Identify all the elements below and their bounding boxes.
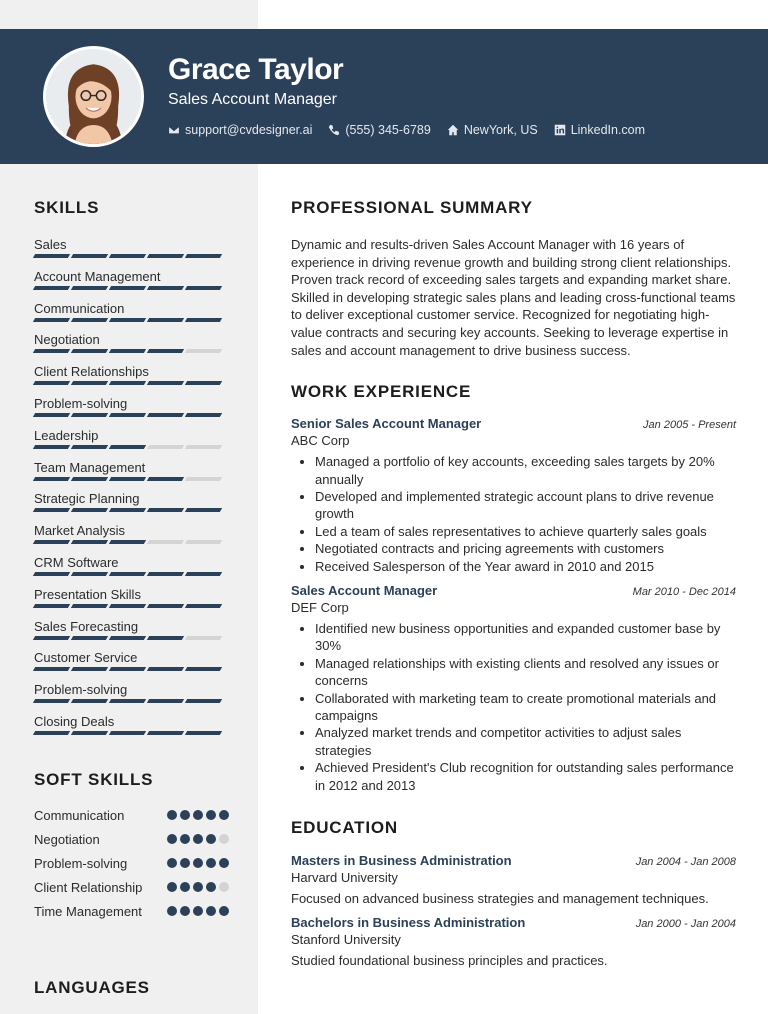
skill-name: Market Analysis: [34, 523, 126, 539]
skill-level-segment: [147, 604, 184, 608]
job-title: Sales Account Manager: [291, 583, 438, 598]
soft-skill-name: Time Management: [34, 904, 142, 919]
job-bullet: • Identified new business opportunities and expanded customer base by 30%: [315, 620, 736, 655]
rating-dot: [219, 906, 229, 916]
resume-header: [0, 29, 768, 164]
skill-level-segment: [109, 286, 146, 290]
skill-name: Problem-solving: [34, 682, 128, 698]
skill-level-bar: [34, 540, 224, 544]
skill-level-segment: [185, 508, 222, 512]
skill-level-segment: [185, 349, 222, 353]
skill-item: [34, 235, 224, 267]
skill-level-bar: [34, 477, 224, 481]
skill-item: [34, 521, 224, 553]
skill-level-segment: [185, 477, 222, 481]
skill-level-segment: [185, 254, 222, 258]
soft-skill-rating: [167, 879, 229, 892]
soft-skill-rating: [167, 903, 229, 916]
skill-level-segment: [185, 572, 222, 576]
skill-name: Closing Deals: [34, 713, 115, 729]
education-degree: Masters in Business Administration: [291, 853, 512, 869]
rating-dot: [206, 882, 216, 892]
skill-item: [34, 299, 224, 331]
skill-level-segment: [71, 604, 108, 608]
skill-level-bar: [34, 604, 224, 608]
skill-level-segment: [33, 604, 70, 608]
job-company: DEF Corp: [291, 600, 349, 615]
linkedin-icon: [554, 124, 566, 136]
job-bullet: • Managed relationships with existing clients and resolved any issues or concerns: [315, 655, 736, 690]
skill-level-segment: [109, 636, 146, 640]
education-heading: EDUCATION: [291, 818, 398, 838]
skill-level-segment: [147, 286, 184, 290]
rating-dot: [219, 882, 229, 892]
skill-level-segment: [185, 413, 222, 417]
skill-item: [34, 426, 224, 458]
job-bullets: [291, 620, 736, 794]
soft-skill-item: [34, 903, 229, 920]
skill-level-segment: [109, 604, 146, 608]
education-school: Harvard University: [291, 870, 398, 886]
skill-item: [34, 458, 224, 490]
skill-name: Strategic Planning: [34, 491, 140, 507]
skill-level-segment: [33, 636, 70, 640]
skill-name: Team Management: [34, 459, 146, 475]
job-bullet: • Received Salesperson of the Year award in 2010 and 2015: [315, 558, 736, 575]
skill-level-segment: [33, 572, 70, 576]
skill-level-segment: [33, 667, 70, 671]
phone-icon: [328, 124, 340, 136]
skill-level-segment: [147, 508, 184, 512]
skill-level-segment: [71, 636, 108, 640]
skill-level-segment: [185, 604, 222, 608]
work-list: [291, 416, 736, 794]
rating-dot: [167, 858, 177, 868]
skill-item: [34, 394, 224, 426]
skill-level-segment: [147, 477, 184, 481]
skill-name: Communication: [34, 300, 125, 316]
rating-dot: [180, 834, 190, 844]
rating-dot: [167, 810, 177, 820]
summary-text: Dynamic and results-driven Sales Account Manager with 16 years of experience in driving revenue growth and building strong client relationships. Proven track record of exceeding sales targets and expanding market share. Skilled in developing strategic sales plans and leading cross-functional teams to deliver exceptional customer service. Recognized for negotiating high-value contracts and securing key accounts. Seeking to leverage expertise in sales and account management to drive business success.: [291, 237, 736, 358]
skill-level-segment: [33, 477, 70, 481]
job-entry: [291, 416, 736, 575]
skill-level-segment: [109, 508, 146, 512]
skill-level-segment: [33, 445, 70, 449]
contact-phone-text: (555) 345-6789: [345, 123, 431, 137]
skill-level-segment: [185, 286, 222, 290]
job-bullet: • Collaborated with marketing team to create promotional materials and campaigns: [315, 690, 736, 725]
soft-skills-section: [34, 770, 229, 927]
education-date: Jan 2004 - Jan 2008: [635, 856, 736, 869]
skill-item: [34, 617, 224, 649]
skill-level-segment: [71, 318, 108, 322]
skill-level-segment: [147, 572, 184, 576]
rating-dot: [193, 882, 203, 892]
soft-skill-name: Negotiation: [34, 832, 100, 847]
skill-level-segment: [147, 667, 184, 671]
skill-item: [34, 712, 224, 744]
rating-dot: [193, 858, 203, 868]
rating-dot: [206, 858, 216, 868]
skill-level-segment: [71, 286, 108, 290]
skill-level-segment: [109, 699, 146, 703]
skill-level-segment: [109, 667, 146, 671]
job-header: [291, 583, 736, 598]
skill-level-segment: [185, 667, 222, 671]
job-bullets: [291, 453, 736, 575]
skill-level-segment: [109, 254, 146, 258]
skill-level-segment: [71, 699, 108, 703]
skill-level-segment: [185, 445, 222, 449]
skill-level-segment: [109, 349, 146, 353]
job-bullet: • Negotiated contracts and pricing agreements with customers: [315, 540, 736, 557]
skill-level-bar: [34, 349, 224, 353]
soft-skill-name: Client Relationship: [34, 880, 143, 895]
skill-level-segment: [147, 254, 184, 258]
soft-skill-rating: [167, 807, 229, 820]
rating-dot: [206, 834, 216, 844]
rating-dot: [167, 906, 177, 916]
skill-name: Leadership: [34, 427, 99, 443]
skill-level-segment: [71, 254, 108, 258]
rating-dot: [193, 906, 203, 916]
skill-level-segment: [109, 413, 146, 417]
rating-dot: [180, 906, 190, 916]
rating-dot: [193, 810, 203, 820]
education-header: [291, 853, 736, 868]
skill-name: Customer Service: [34, 650, 138, 666]
skill-name: Presentation Skills: [34, 586, 141, 602]
skill-level-segment: [71, 508, 108, 512]
skill-level-segment: [33, 413, 70, 417]
skill-item: [34, 267, 224, 299]
skill-name: CRM Software: [34, 554, 119, 570]
skill-name: Problem-solving: [34, 395, 128, 411]
education-entry: [291, 853, 736, 906]
skill-level-bar: [34, 286, 224, 290]
skill-level-segment: [109, 540, 146, 544]
skill-level-segment: [109, 381, 146, 385]
contact-email[interactable]: [168, 123, 312, 137]
skill-level-segment: [147, 381, 184, 385]
skill-level-segment: [71, 413, 108, 417]
rating-dot: [167, 834, 177, 844]
profile-photo: [43, 46, 144, 147]
soft-skill-name: Communication: [34, 808, 125, 823]
contact-linkedin[interactable]: [554, 123, 645, 137]
languages-heading: LANGUAGES: [34, 978, 150, 997]
skill-item: [34, 680, 224, 712]
skill-level-segment: [33, 349, 70, 353]
education-entry: [291, 915, 736, 968]
skill-level-segment: [33, 508, 70, 512]
skill-level-bar: [34, 318, 224, 322]
skill-item: [34, 330, 224, 362]
skill-level-bar: [34, 508, 224, 512]
skill-level-bar: [34, 254, 224, 258]
soft-skill-item: [34, 807, 229, 824]
rating-dot: [219, 858, 229, 868]
skill-level-bar: [34, 572, 224, 576]
candidate-title: Sales Account Manager: [168, 91, 337, 108]
job-bullet: • Analyzed market trends and competitor activities to adjust sales strategies: [315, 724, 736, 759]
summary-heading: PROFESSIONAL SUMMARY: [291, 198, 533, 217]
envelope-icon: [168, 124, 180, 136]
rating-dot: [219, 834, 229, 844]
skill-level-segment: [147, 731, 184, 735]
skill-level-segment: [33, 731, 70, 735]
skill-level-segment: [147, 318, 184, 322]
soft-skills-list: [34, 807, 229, 920]
rating-dot: [180, 882, 190, 892]
soft-skill-name: Problem-solving: [34, 856, 128, 871]
contact-location-text: NewYork, US: [463, 123, 538, 137]
skill-level-segment: [71, 667, 108, 671]
job-date: Mar 2010 - Dec 2014: [632, 586, 736, 598]
job-bullet: • Managed a portfolio of key accounts, exceeding sales targets by 20% annually: [315, 453, 736, 488]
education-description: Studied foundational business principles and practices.: [291, 953, 608, 969]
rating-dot: [206, 906, 216, 916]
rating-dot: [193, 834, 203, 844]
skill-item: [34, 585, 224, 617]
skill-level-bar: [34, 413, 224, 417]
skill-level-segment: [147, 445, 184, 449]
rating-dot: [180, 810, 190, 820]
skill-level-segment: [109, 445, 146, 449]
home-icon: [447, 124, 459, 136]
skill-level-bar: [34, 381, 224, 385]
rating-dot: [219, 810, 229, 820]
skill-level-segment: [33, 286, 70, 290]
soft-skill-rating: [167, 831, 229, 844]
skill-level-segment: [71, 477, 108, 481]
education-degree: Bachelors in Business Administration: [291, 915, 526, 931]
skill-item: [34, 648, 224, 680]
skill-level-segment: [147, 699, 184, 703]
skill-level-segment: [109, 572, 146, 576]
languages-section: [34, 978, 150, 998]
skill-level-bar: [34, 445, 224, 449]
skill-level-segment: [147, 413, 184, 417]
contact-email-text: support@cvdesigner.ai: [185, 123, 313, 137]
job-bullet: • Achieved President's Club recognition for outstanding sales performance in 2012 and 2013: [315, 759, 736, 794]
soft-skill-item: [34, 855, 229, 872]
skill-level-segment: [185, 381, 222, 385]
skill-level-segment: [71, 572, 108, 576]
skill-name: Account Management: [34, 268, 161, 284]
contact-phone[interactable]: [328, 123, 430, 137]
main-column: [291, 198, 736, 968]
contact-linkedin-text: LinkedIn.com: [570, 123, 646, 137]
skill-level-segment: [33, 540, 70, 544]
soft-skill-item: [34, 831, 229, 848]
skill-level-segment: [33, 318, 70, 322]
skill-level-segment: [33, 254, 70, 258]
skill-item: [34, 362, 224, 394]
education-header: [291, 915, 736, 930]
skill-level-segment: [185, 540, 222, 544]
soft-skill-rating: [167, 855, 229, 868]
rating-dot: [167, 882, 177, 892]
education-description: Focused on advanced business strategies and management techniques.: [291, 891, 709, 907]
skill-level-segment: [109, 318, 146, 322]
skill-level-segment: [71, 349, 108, 353]
skill-level-segment: [109, 477, 146, 481]
job-bullet: • Led a team of sales representatives to achieve quarterly sales goals: [315, 523, 736, 540]
skill-level-bar: [34, 667, 224, 671]
job-date: Jan 2005 - Present: [643, 419, 736, 432]
skill-level-bar: [34, 636, 224, 640]
skill-level-segment: [185, 318, 222, 322]
skill-name: Negotiation: [34, 332, 100, 348]
contact-list: [168, 123, 645, 137]
candidate-name: Grace Taylor: [168, 53, 344, 86]
job-entry: [291, 583, 736, 794]
skill-level-segment: [71, 540, 108, 544]
skill-name: Client Relationships: [34, 364, 149, 380]
skill-level-segment: [147, 349, 184, 353]
education-date: Jan 2000 - Jan 2004: [635, 918, 736, 931]
skill-level-segment: [185, 731, 222, 735]
job-company: ABC Corp: [291, 433, 350, 449]
skill-name: Sales: [34, 237, 67, 252]
job-bullet: • Developed and implemented strategic account plans to drive revenue growth: [315, 488, 736, 523]
education-list: [291, 853, 736, 968]
skill-level-segment: [185, 699, 222, 703]
skill-level-segment: [147, 540, 184, 544]
skill-level-segment: [147, 636, 184, 640]
skill-level-bar: [34, 699, 224, 703]
job-title: Senior Sales Account Manager: [291, 416, 482, 432]
soft-skill-item: [34, 879, 229, 896]
education-school: Stanford University: [291, 932, 401, 948]
skill-level-segment: [109, 731, 146, 735]
work-heading: WORK EXPERIENCE: [291, 382, 472, 402]
skill-name: Sales Forecasting: [34, 618, 139, 634]
skill-item: [34, 489, 224, 521]
job-header: [291, 416, 736, 431]
contact-location: [447, 123, 538, 137]
skill-level-segment: [71, 381, 108, 385]
skill-level-segment: [71, 445, 108, 449]
rating-dot: [180, 858, 190, 868]
skill-level-segment: [33, 699, 70, 703]
skills-section: [34, 198, 224, 744]
soft-skills-heading: SOFT SKILLS: [34, 770, 154, 789]
avatar-illustration: [46, 49, 141, 144]
skill-level-segment: [33, 381, 70, 385]
skill-level-segment: [71, 731, 108, 735]
skills-list: [34, 235, 224, 744]
skill-level-segment: [185, 636, 222, 640]
skills-heading: SKILLS: [34, 198, 100, 217]
rating-dot: [206, 810, 216, 820]
skill-level-bar: [34, 731, 224, 735]
skill-item: [34, 553, 224, 585]
